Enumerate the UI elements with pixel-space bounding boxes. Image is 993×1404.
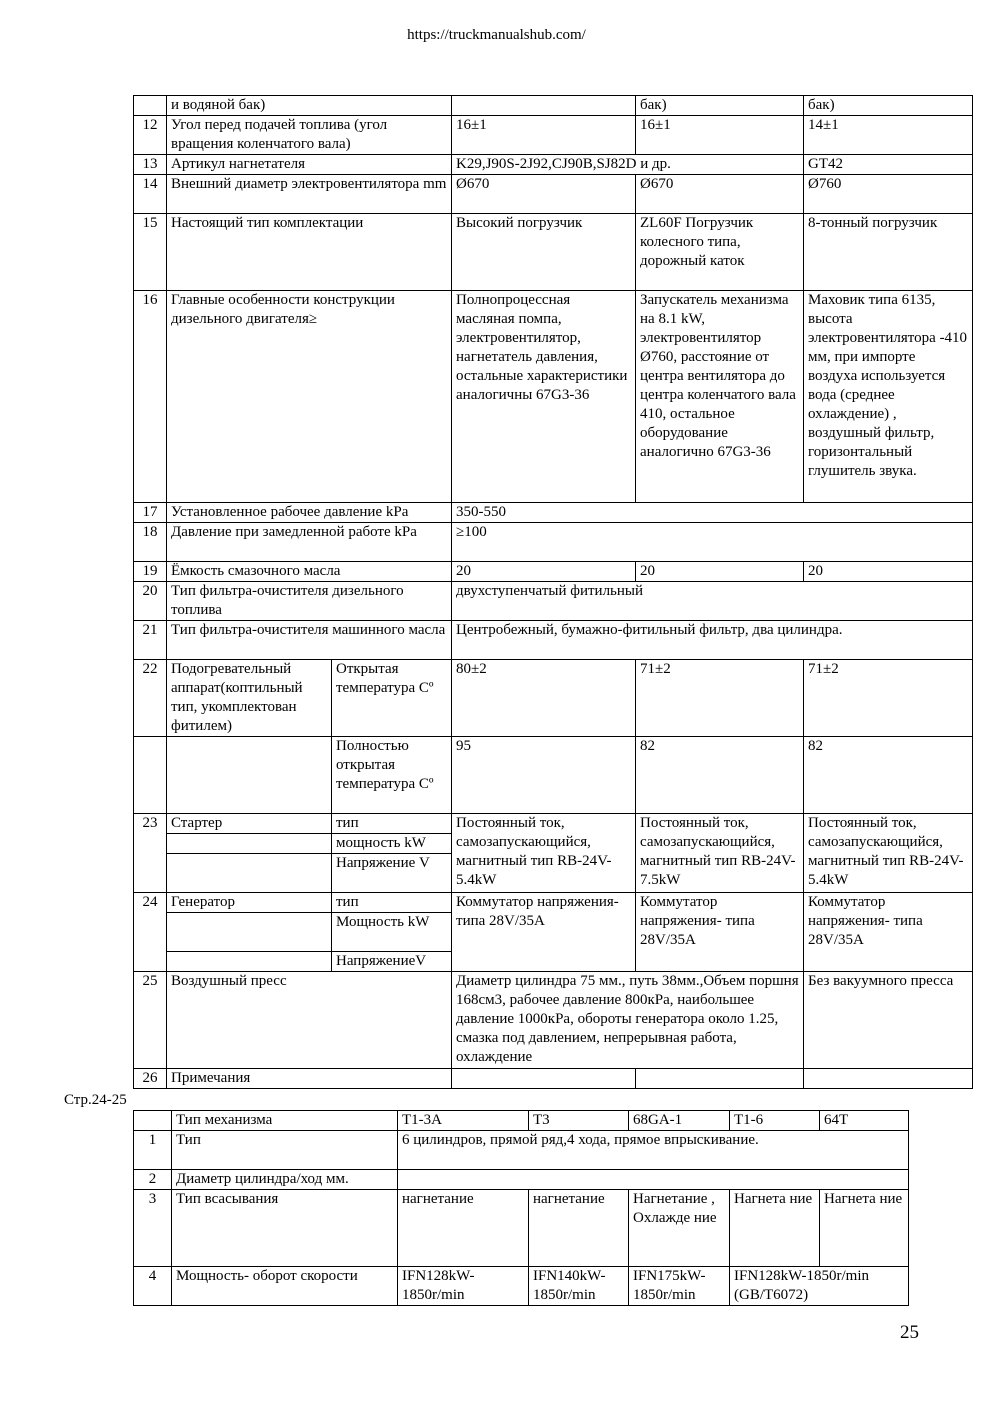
cell: Постоянный ток, самозапускающийся, магнитный тип RB-24V-7.5kW: [636, 814, 804, 893]
sub-label: Мощность kW: [332, 913, 452, 952]
table-row: [134, 1190, 909, 1267]
row-label: Тип всасывания: [172, 1190, 398, 1267]
cell: 20: [804, 562, 973, 582]
page-url: https://truckmanualshub.com/: [407, 27, 586, 43]
row-number: 14: [134, 175, 167, 214]
row-label: и водяной бак): [167, 96, 452, 116]
spec-table: [133, 95, 973, 1089]
table-row: [134, 1131, 909, 1170]
row-number: 4: [134, 1267, 172, 1306]
header-cell: [134, 1111, 172, 1131]
cell: Постоянный ток, самозапускающийся, магнитный тип RB-24V-5.4kW: [452, 814, 636, 893]
row-number: 3: [134, 1190, 172, 1267]
row-label: Тип: [172, 1131, 398, 1170]
cell: 6 цилиндров, прямой ряд,4 хода, прямое впрыскивание.: [398, 1131, 909, 1170]
cell: Нагнета ние: [730, 1190, 820, 1267]
table-row: [134, 972, 973, 1069]
table-row: [134, 175, 973, 214]
row-number: 25: [134, 972, 167, 1069]
table-row: [134, 1069, 973, 1089]
cell: Ø670: [636, 175, 804, 214]
table-row: [134, 291, 973, 503]
page-number: 25: [900, 1322, 919, 1343]
row-number: 18: [134, 523, 167, 562]
table-row: [134, 116, 973, 155]
row-number: 20: [134, 582, 167, 621]
table-header-row: [134, 1111, 909, 1131]
table-row: [134, 660, 973, 737]
cell: 82: [636, 737, 804, 814]
table-row: [134, 523, 973, 562]
row-number: 23: [134, 814, 167, 893]
cell: Центробежный, бумажно-фитильный фильтр, два цилиндра.: [452, 621, 973, 660]
row-number: 22: [134, 660, 167, 737]
cell: бак): [636, 96, 804, 116]
cell: Без вакуумного пресса: [804, 972, 973, 1069]
cell: IFN140kW-1850r/min: [529, 1267, 629, 1306]
cell: Высокий погрузчик: [452, 214, 636, 291]
row-label: Генератор: [167, 893, 332, 913]
header-cell: Т1-6: [730, 1111, 820, 1131]
cell: IFN128kW-1850r/min (GB/T6072): [730, 1267, 909, 1306]
sub-label: тип: [332, 814, 452, 834]
table-row: [134, 214, 973, 291]
row-label: Установленное рабочее давление kPa: [167, 503, 452, 523]
row-number: 1: [134, 1131, 172, 1170]
cell: Коммутатор напряжения- типа 28V/35A: [804, 893, 973, 972]
table-row: [134, 814, 973, 834]
row-label: Артикул нагнетателя: [167, 155, 452, 175]
row-number: 21: [134, 621, 167, 660]
row-label: Тип фильтра-очистителя дизельного топлива: [167, 582, 452, 621]
cell: Коммутатор напряжения- типа 28V/35A: [452, 893, 636, 972]
cell: K29,J90S-2J92,CJ90B,SJ82D и др.: [452, 155, 804, 175]
sub-label: Полностью открытая температура Сº: [332, 737, 452, 814]
page-reference: Стр.24-25: [64, 1092, 127, 1108]
cell: Ø760: [804, 175, 973, 214]
row-number: 12: [134, 116, 167, 155]
header-cell: Т1-3А: [398, 1111, 529, 1131]
row-label: Настоящий тип комплектации: [167, 214, 452, 291]
table-row: [134, 1267, 909, 1306]
cell: [452, 96, 636, 116]
cell: 71±2: [636, 660, 804, 737]
cell: двухступенчатый фитильный: [452, 582, 973, 621]
cell: нагнетание: [529, 1190, 629, 1267]
row-label: Диаметр цилиндра/ход мм.: [172, 1170, 398, 1190]
cell: 20: [452, 562, 636, 582]
row-number: 24: [134, 893, 167, 972]
row-number: 15: [134, 214, 167, 291]
row-label: Ёмкость смазочного масла: [167, 562, 452, 582]
sub-label: Напряжение V: [332, 854, 452, 893]
cell: Нагнетание , Охлажде ние: [629, 1190, 730, 1267]
cell: IFN175kW-1850r/min: [629, 1267, 730, 1306]
row-label: Угол перед подачей топлива (угол вращения коленчатого вала): [167, 116, 452, 155]
table-row: [134, 503, 973, 523]
sub-label: Открытая температура Сº: [332, 660, 452, 737]
row-number: 17: [134, 503, 167, 523]
row-label: Давление при замедленной работе kPa: [167, 523, 452, 562]
cell: Маховик типа 6135, высота электровентилятора -410 мм, при импорте воздуха используется вода (среднее охлаждение) , воздушный фильтр, горизонтальный глушитель звука.: [804, 291, 973, 503]
cell: GT42: [804, 155, 973, 175]
engine-table: [133, 1110, 909, 1306]
cell: IFN128kW-1850r/min: [398, 1267, 529, 1306]
table-row: [134, 562, 973, 582]
row-label: Внешний диаметр электровентилятора mm: [167, 175, 452, 214]
header-cell: Тип механизма: [172, 1111, 398, 1131]
cell: Ø670: [452, 175, 636, 214]
cell: 8-тонный погрузчик: [804, 214, 973, 291]
cell: ZL60F Погрузчик колесного типа, дорожный каток: [636, 214, 804, 291]
row-number: 16: [134, 291, 167, 503]
cell: 82: [804, 737, 973, 814]
row-label: Стартер: [167, 814, 332, 834]
row-number: 26: [134, 1069, 167, 1089]
cell: нагнетание: [398, 1190, 529, 1267]
cell: 80±2: [452, 660, 636, 737]
table-row: [134, 155, 973, 175]
row-label: Тип фильтра-очистителя машинного масла: [167, 621, 452, 660]
cell: 71±2: [804, 660, 973, 737]
cell: ≥100: [452, 523, 973, 562]
cell: Постоянный ток, самозапускающийся, магнитный тип RB-24V-5.4kW: [804, 814, 973, 893]
row-number: 13: [134, 155, 167, 175]
header-cell: 64Т: [820, 1111, 909, 1131]
cell: Диаметр цилиндра 75 мм., путь 38мм.,Объем поршня 168см3, рабочее давление 800кРа, наибольшее давление 1000кРа, обороты генератора около 1.25, смазка под давлением, непрерывная работа, охлаждение: [452, 972, 804, 1069]
row-label: Главные особенности конструкции дизельного двигателя≥: [167, 291, 452, 503]
table-row: [134, 737, 973, 814]
cell: 95: [452, 737, 636, 814]
cell: Коммутатор напряжения- типа 28V/35A: [636, 893, 804, 972]
table-row: [134, 582, 973, 621]
sub-label: НапряжениеV: [332, 952, 452, 972]
row-label: Подогревательный аппарат(коптильный тип, укомплектован фитилем): [167, 660, 332, 737]
row-label: Воздушный пресс: [167, 972, 452, 1069]
cell: бак): [804, 96, 973, 116]
row-label: Мощность- оборот скорости: [172, 1267, 398, 1306]
table-row: [134, 893, 973, 913]
row-number: 2: [134, 1170, 172, 1190]
table-row: [134, 621, 973, 660]
table-row: [134, 1170, 909, 1190]
cell: 16±1: [452, 116, 636, 155]
cell: 16±1: [636, 116, 804, 155]
row-number: 19: [134, 562, 167, 582]
cell: 20: [636, 562, 804, 582]
cell: 350-550: [452, 503, 973, 523]
table-row: [134, 96, 973, 116]
cell: Нагнета ние: [820, 1190, 909, 1267]
header-cell: Т3: [529, 1111, 629, 1131]
cell: Запускатель механизма на 8.1 kW, электровентилятор Ø760, расстояние от центра вентилятора до центра коленчатого вала 410, остальное оборудование аналогично 67G3-36: [636, 291, 804, 503]
sub-label: тип: [332, 893, 452, 913]
cell: 14±1: [804, 116, 973, 155]
row-label: Примечания: [167, 1069, 452, 1089]
cell: Полнопроцессная масляная помпа, электровентилятор, нагнетатель давления, остальные характеристики аналогичны 67G3-36: [452, 291, 636, 503]
sub-label: мощность kW: [332, 834, 452, 854]
header-cell: 68GA-1: [629, 1111, 730, 1131]
